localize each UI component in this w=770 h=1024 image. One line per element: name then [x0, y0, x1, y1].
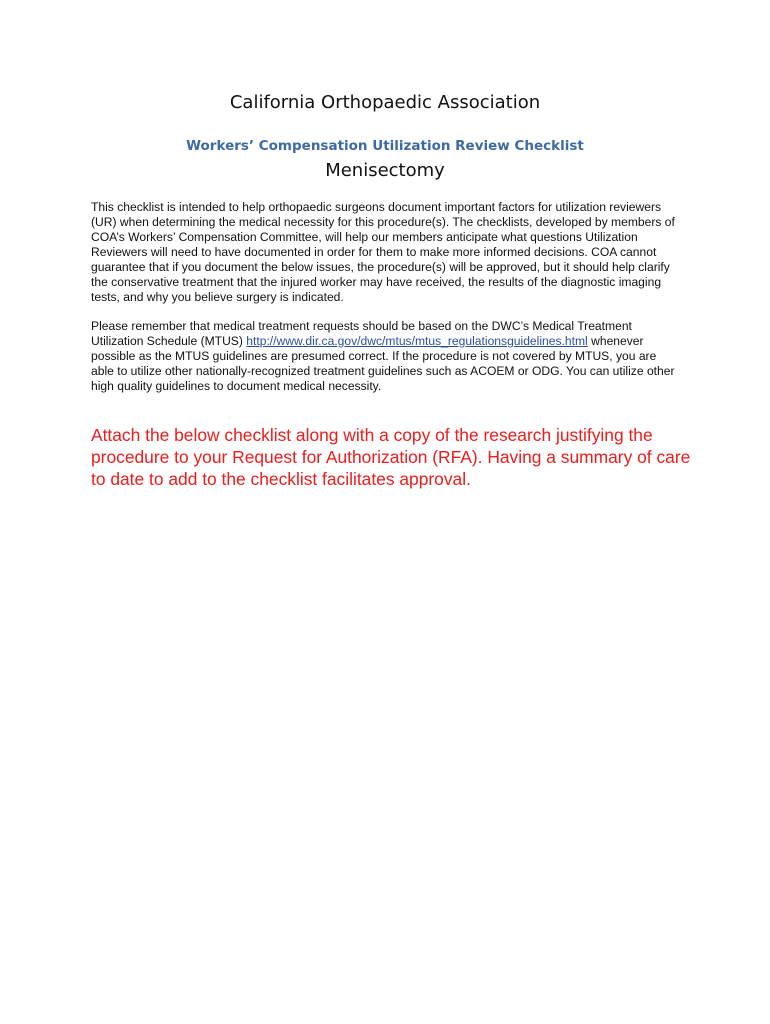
checklist-subtitle: Workers’ Compensation Utilization Review Checklist	[186, 138, 584, 154]
attach-checklist-note: Attach the below checklist along with a copy of the research justifying the procedure to your Request for Authorization (RFA). Having a summary of care to date to add to the checklist facilitates approval.	[91, 425, 691, 489]
procedure-title: Menisectomy	[325, 160, 445, 181]
mtus-paragraph	[91, 319, 681, 394]
mtus-guidelines-link[interactable]: http://www.dir.ca.gov/dwc/mtus/mtus_regulationsguidelines.html	[246, 334, 588, 348]
mtus-text-before-link: Please remember that medical treatment requests should be based on the DWC’s Medical Treatment Utilization Schedule (MTUS)	[91, 319, 632, 348]
mtus-text-after-link: whenever possible as the MTUS guidelines are presumed correct. If the procedure is not covered by MTUS, you are able to utilize other nationally-recognized treatment guidelines such as ACOEM or ODG. You can utilize other high quality guidelines to document medical necessity.	[91, 334, 675, 393]
organization-title: California Orthopaedic Association	[229, 92, 541, 113]
intro-paragraph: This checklist is intended to help orthopaedic surgeons document important factors for utilization reviewers (UR) when determining the medical necessity for this procedure(s). The checklists, developed by members of COA’s Workers’ Compensation Committee, will help our members anticipate what questions Utilization Reviewers will need to have documented in order for them to make more informed decisions. COA cannot guarantee that if you document the below issues, the procedure(s) will be approved, but it should help clarify the conservative treatment that the injured worker may have received, the results of the diagnostic imaging tests, and why you believe surgery is indicated.	[91, 200, 675, 304]
